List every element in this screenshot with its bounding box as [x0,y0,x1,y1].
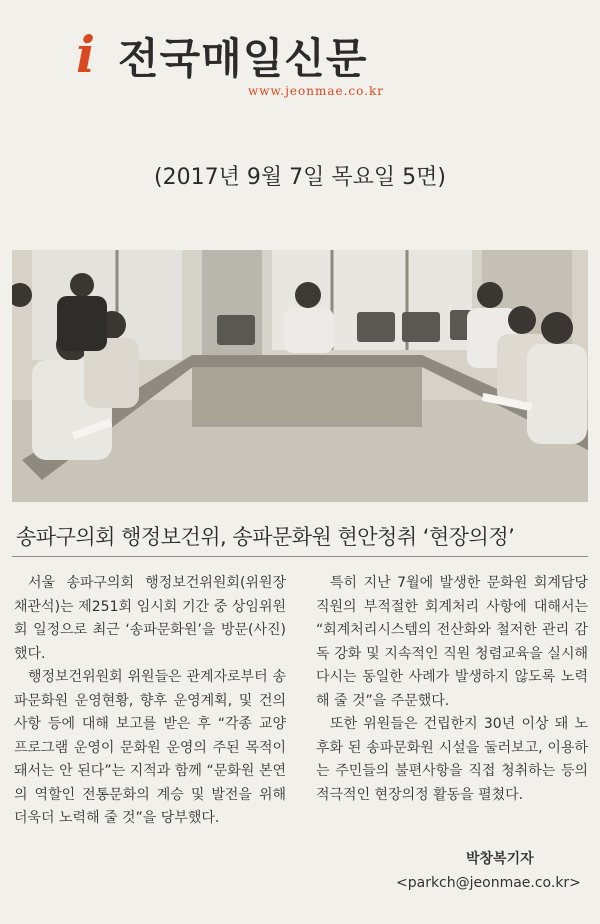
publication-date: (2017년 9월 7일 목요일 5면) [154,165,446,190]
article-paragraph: 특히 지난 7월에 발생한 문화원 회계담당 직원의 부적절한 회계처리 사항에 대해서는 “회계처리시스템의 전산화와 철저한 관리 감독 강화 및 지속적인 직원 청렴교육을 실시해 다시는 동일한 사례가 발생하지 않도록 노력해 줄 것”을 주문했다. [316,575,588,709]
headline-divider [12,556,588,557]
article-paragraph: 또한 위원들은 건립한지 30년 이상 돼 노후화 된 송파문화원 시설을 둘러보고, 이용하는 주민들의 불편사항을 직접 청취하는 등의 적극적인 현장의정 활동을 펼쳤다. [316,716,588,803]
newspaper-logo-icon: i [76,25,95,84]
reporter-email: <parkch@jeonmae.co.kr> [396,875,581,891]
article-column-right [316,572,588,807]
article-column-left [14,572,286,831]
article-paragraph: 행정보건위원회 위원들은 관계자로부터 송파문화원 운영현황, 향후 운영계획, 및 건의사항 등에 대해 보고를 받은 후 “각종 교양 프로그램 운영이 문화원 운영의 주된 목적이 돼서는 안 된다”는 지적과 함께 “문화원 본연의 역할인 전통문화의 계승 및 발전을 위해 더욱더 노력해 줄 것”을 당부했다. [14,669,286,826]
newspaper-name: 전국매일신문 [118,34,368,83]
article-paragraph: 서울 송파구의회 행정보건위원회(위원장 채관석)는 제251회 임시회 기간 중 상임위원회 일정으로 최근 ‘송파문화원’을 방문(사진)했다. [14,575,286,662]
article-headline: 송파구의회 행정보건위, 송파문화원 현안청취 ‘현장의정’ [16,525,515,549]
masthead [0,0,600,120]
meeting-photo [12,250,588,502]
reporter-byline: 박창복기자 [466,851,534,867]
newspaper-url: www.jeonmae.co.kr [248,84,384,98]
